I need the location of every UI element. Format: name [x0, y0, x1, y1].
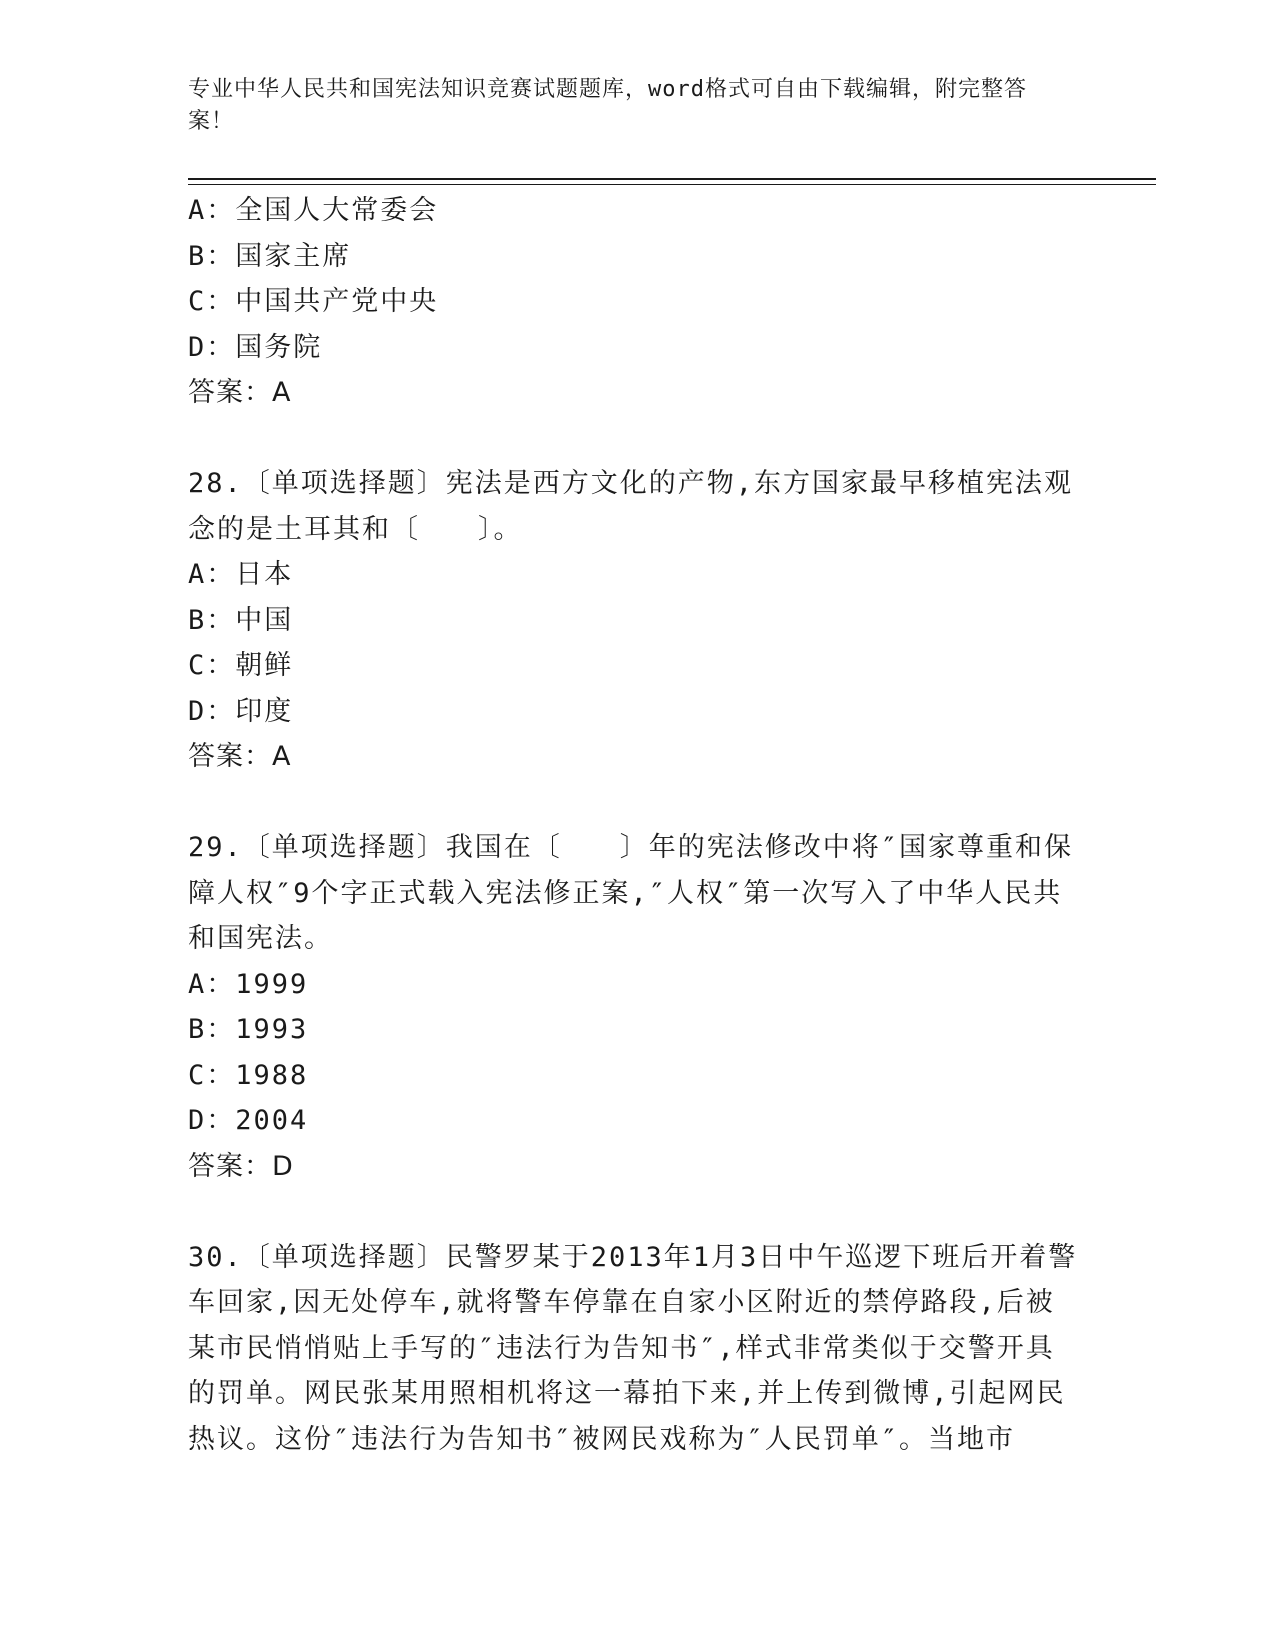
header-divider-thin	[188, 184, 1156, 185]
option-a: A：1999	[188, 968, 309, 1000]
question-text: 29.〔单项选择题〕我国在〔 〕年的宪法修改中将″国家尊重和保障人权″9个字正式载入宪法修正案,″人权″第一次写入了中华人民共和国宪法。	[188, 832, 1074, 954]
option-b: B：1993	[188, 1014, 309, 1045]
question-29-block	[188, 825, 1088, 1189]
question-30-block	[188, 1235, 1088, 1463]
option-d: D：2004	[188, 1105, 309, 1136]
answer-line: 答案：D	[188, 1150, 294, 1182]
option-c: C：朝鲜	[188, 650, 294, 681]
question-content	[188, 188, 1088, 1462]
page-header: 专业中华人民共和国宪法知识竞赛试题题库，word格式可自由下载编辑，附完整答案！	[188, 77, 1027, 134]
option-b: B：国家主席	[188, 240, 352, 272]
question-text: 30.〔单项选择题〕民警罗某于2013年1月3日中午巡逻下班后开着警车回家,因无处停车,就将警车停靠在自家小区附近的禁停路段,后被某市民悄悄贴上手写的″违法行为告知书″,样式非常类似于交警开具的罚单。网民张某用照相机将这一幕拍下来,并上传到微博,引起网民热议。这份″违法行为告知书″被网民戏称为″人民罚单″。当地市	[188, 1241, 1078, 1455]
question-28-block	[188, 461, 1088, 780]
header-divider-thick	[188, 178, 1156, 180]
option-a: A：日本	[188, 559, 294, 590]
option-c: C：1988	[188, 1059, 309, 1091]
option-d: D：印度	[188, 695, 294, 727]
question-text: 28.〔单项选择题〕宪法是西方文化的产物,东方国家最早移植宪法观念的是土耳其和〔 〕。	[188, 468, 1074, 545]
answer-line: 答案：A	[188, 377, 292, 408]
question-27-block	[188, 188, 1088, 416]
option-c: C：中国共产党中央	[188, 286, 439, 317]
option-b: B：中国	[188, 604, 294, 636]
answer-line: 答案：A	[188, 741, 292, 772]
option-d: D：国务院	[188, 331, 323, 363]
option-a: A：全国人大常委会	[188, 195, 439, 226]
